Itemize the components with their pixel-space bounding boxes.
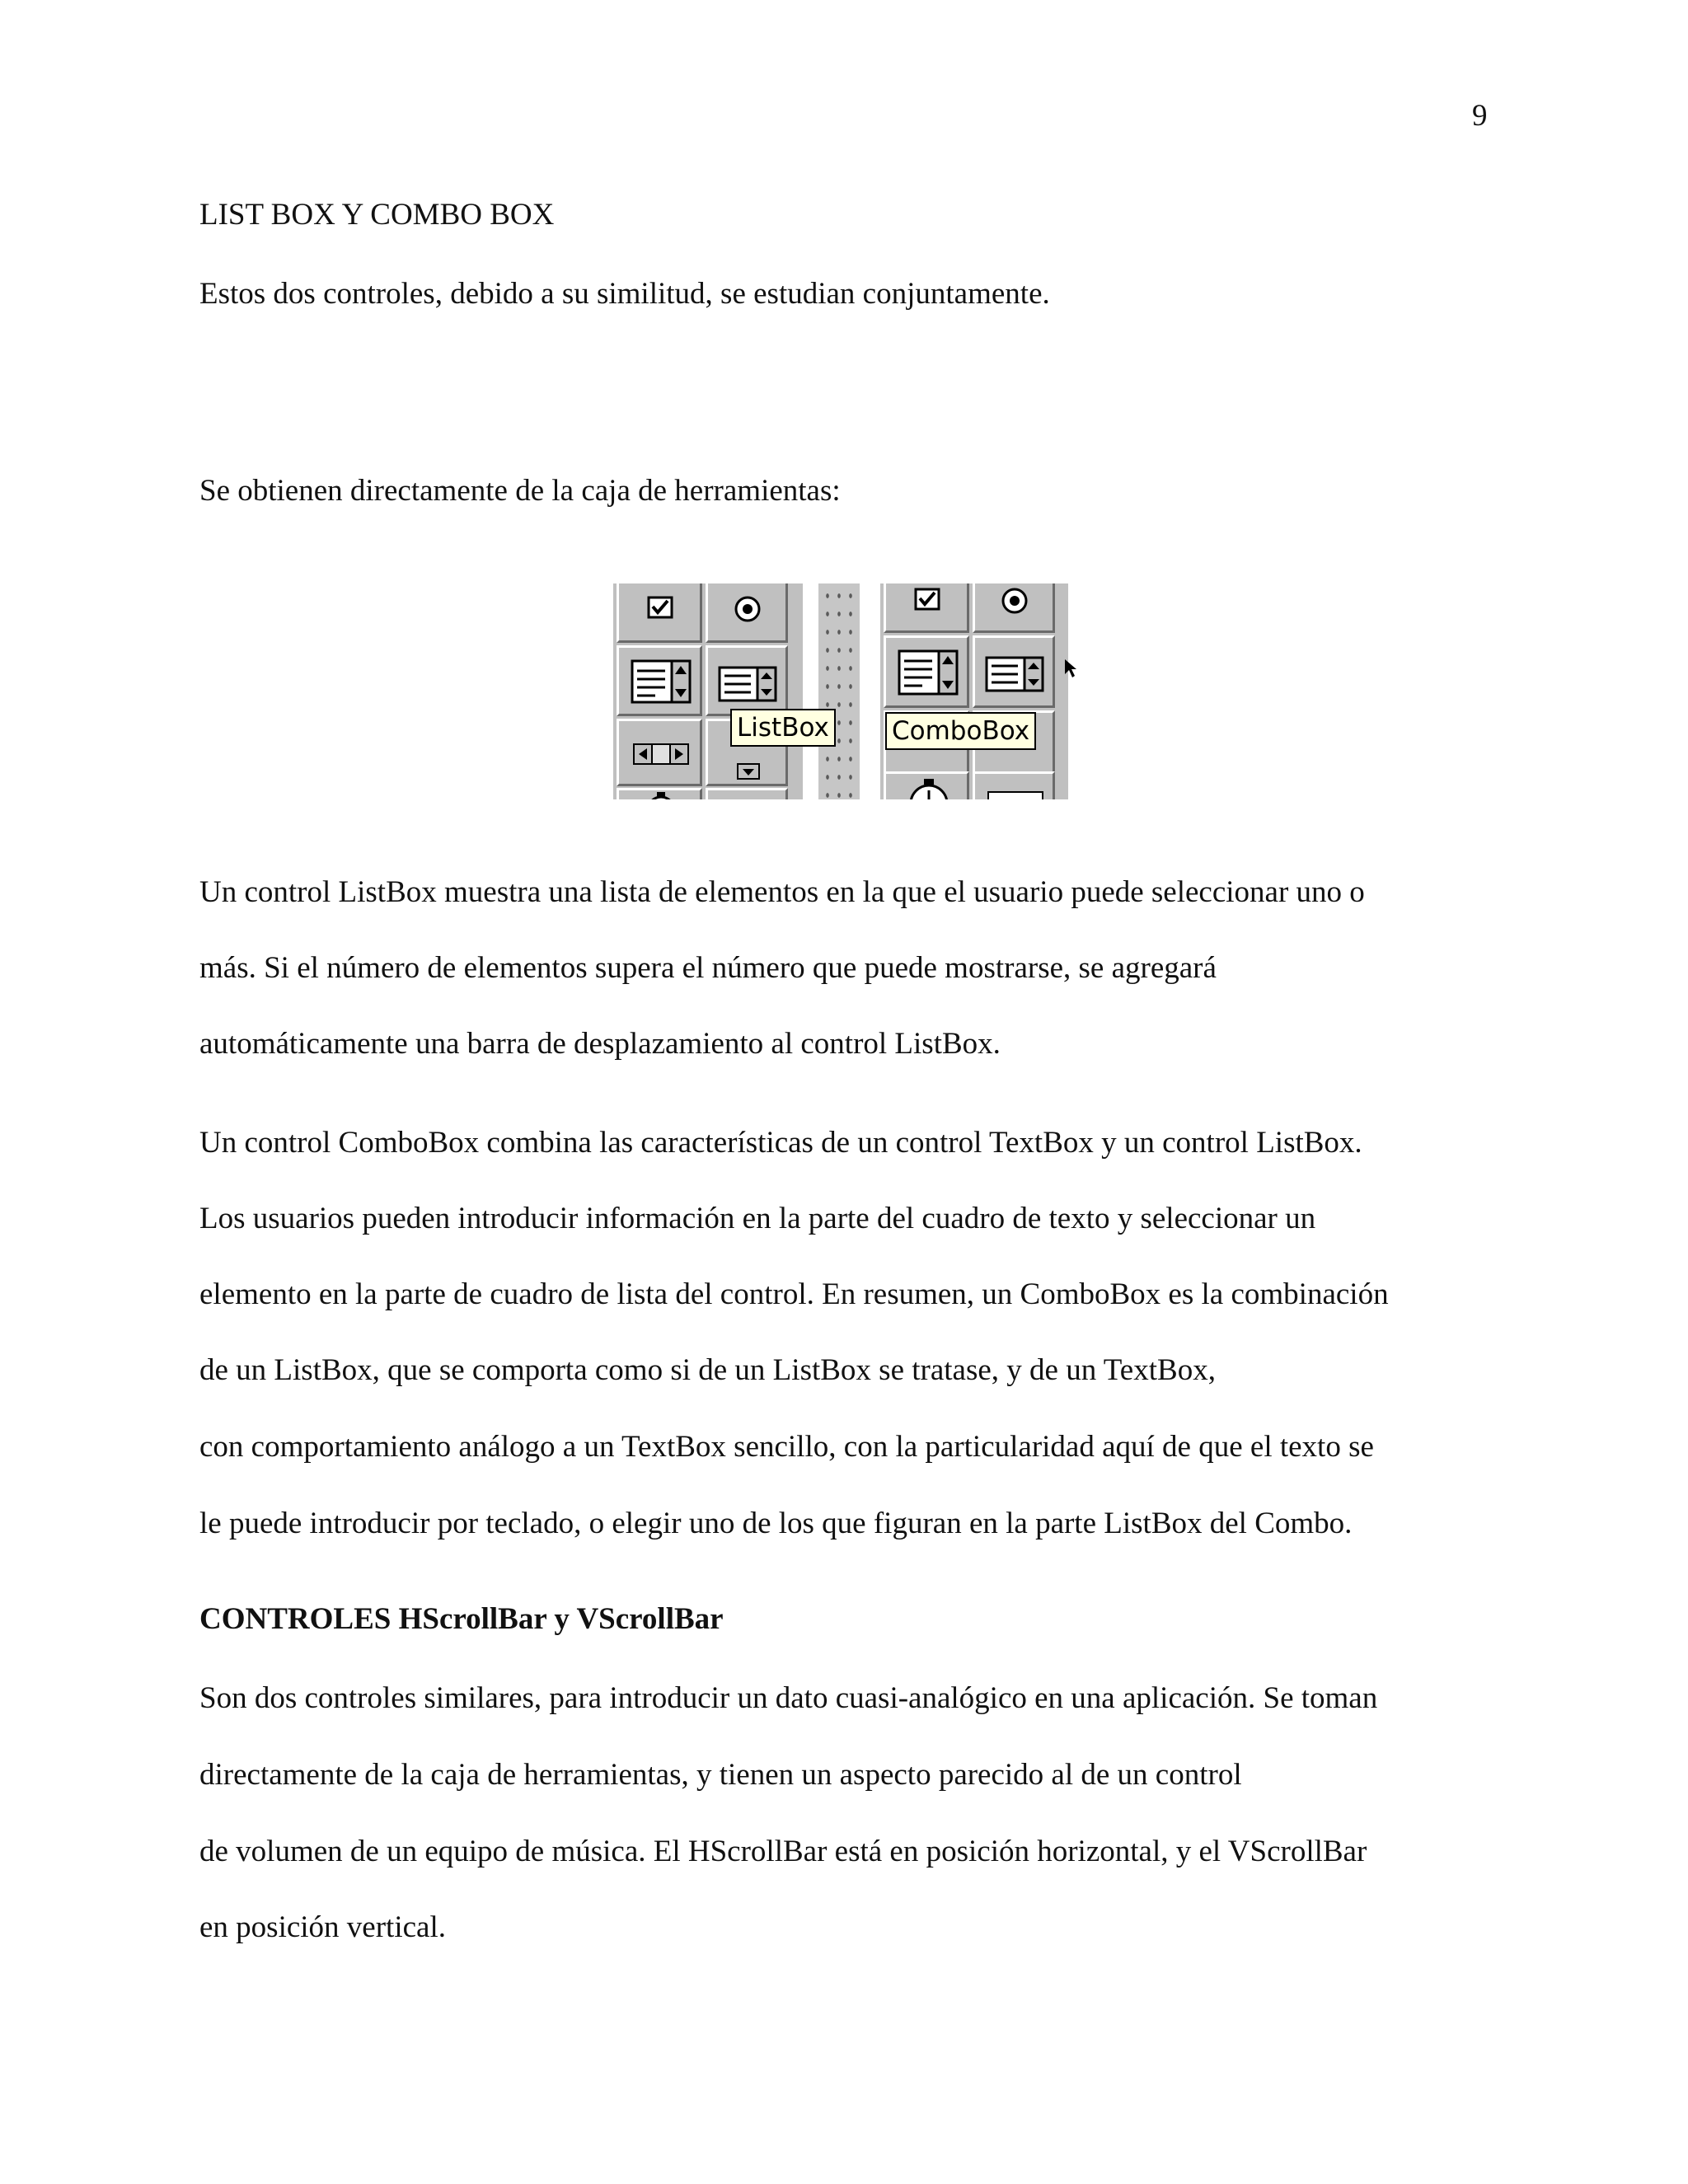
paragraph-line: de un ListBox, que se comporta como si de un ListBox se tratase, y de un TextBox,	[199, 1353, 1216, 1387]
combobox-tooltip: ComboBox	[885, 712, 1036, 750]
hscrollbar-icon	[632, 743, 690, 766]
paragraph-line: Un control ComboBox combina las características de un control TextBox y un control ListBox.	[199, 1126, 1362, 1160]
toolbox-option-cell	[706, 583, 788, 643]
paragraph-line: más. Si el número de elementos supera el número que puede mostrarse, se agregará	[199, 951, 1217, 985]
figure-separator	[818, 583, 860, 799]
paragraph-line: Un control ListBox muestra una lista de elementos en la que el usuario puede seleccionar uno o	[199, 875, 1365, 909]
frame-icon	[987, 790, 1044, 799]
toolbox-combobox-cell	[884, 635, 969, 708]
paragraph-line: de volumen de un equipo de música. El HScrollBar está en posición horizontal, y el VScrollBar	[199, 1835, 1367, 1868]
intro-paragraph: Estos dos controles, debido a su similitud, se estudian conjuntamente.	[199, 277, 1050, 311]
paragraph-line: directamente de la caja de herramientas, y tienen un aspecto parecido al de un control	[199, 1758, 1242, 1792]
section-heading: LIST BOX Y COMBO BOX	[199, 198, 555, 232]
paragraph-line: en posición vertical.	[199, 1910, 446, 1944]
toolbox-timer-cell	[884, 771, 969, 799]
toolbox-option-cell	[973, 583, 1055, 633]
option-button-icon	[1000, 586, 1029, 616]
cursor-icon	[1065, 659, 1078, 677]
toolbox-frame-cell	[706, 788, 788, 799]
checkbox-icon	[647, 596, 675, 621]
paragraph-line: elemento en la parte de cuadro de lista del control. En resumen, un ComboBox es la combinación	[199, 1277, 1389, 1311]
toolbox-listbox-cell	[973, 635, 1055, 708]
page-number: 9	[1472, 99, 1488, 133]
toolbox-listbox-cell	[706, 645, 788, 716]
toolbox-timer-cell	[617, 788, 702, 799]
toolbox-panel-right	[880, 583, 1068, 799]
listbox-tooltip: ListBox	[730, 709, 836, 747]
paragraph-line: Son dos controles similares, para introducir un dato cuasi-analógico en una aplicación. Se toman	[199, 1681, 1378, 1715]
timer-icon	[640, 792, 682, 799]
checkbox-icon	[914, 588, 942, 612]
toolbox-checkbox-cell	[884, 583, 969, 633]
listbox-icon	[718, 666, 777, 702]
paragraph-line: Los usuarios pueden introducir información en la parte del cuadro de texto y seleccionar un	[199, 1202, 1316, 1235]
toolbox-checkbox-cell	[617, 583, 702, 643]
paragraph-line: con comportamiento análogo a un TextBox sencillo, con la particularidad aquí de que el texto se	[199, 1430, 1374, 1464]
vscrollbar-icon	[736, 762, 761, 780]
toolbox-panel-left	[613, 583, 803, 799]
section-heading-bold: CONTROLES HScrollBar y VScrollBar	[199, 1602, 724, 1636]
paragraph-line: automáticamente una barra de desplazamiento al control ListBox.	[199, 1027, 1001, 1061]
option-button-icon	[733, 594, 762, 624]
listbox-icon	[985, 656, 1044, 692]
toolbox-hscroll-cell	[617, 719, 702, 786]
paragraph-line: le puede introducir por teclado, o elegir uno de los que figuran en la parte ListBox del Combo.	[199, 1507, 1353, 1540]
combobox-icon	[631, 659, 692, 704]
toolbox-frame-cell	[973, 771, 1055, 799]
combobox-icon	[898, 649, 959, 696]
toolbox-sentence: Se obtienen directamente de la caja de herramientas:	[199, 474, 841, 508]
toolbox-combobox-cell	[617, 645, 702, 716]
timer-icon	[904, 779, 954, 799]
